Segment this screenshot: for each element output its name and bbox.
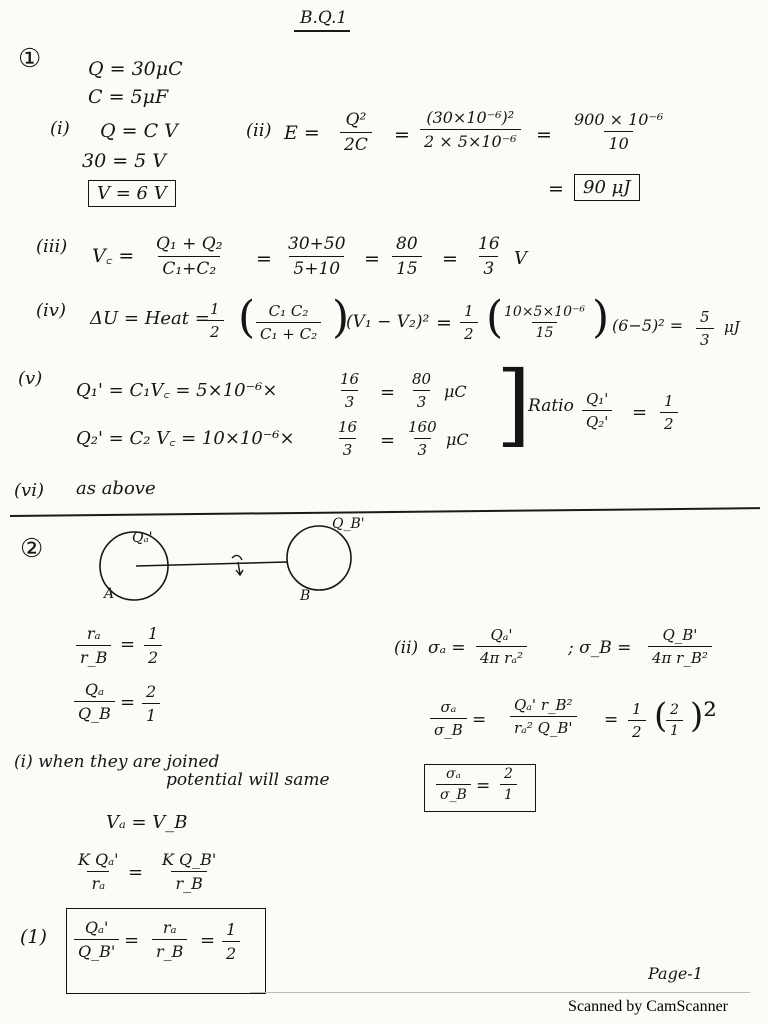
pot-r-den: r_B <box>171 871 206 893</box>
equals-sign: = <box>124 930 140 951</box>
vc-fraction-1 <box>152 234 227 279</box>
equals-sign: = <box>256 248 272 270</box>
paren-close: ) <box>332 292 350 343</box>
part-i-statement-2: potential will same <box>166 770 330 790</box>
potential-rhs <box>158 850 220 893</box>
ratio-value <box>660 392 678 433</box>
energy-fraction-2 <box>420 108 521 151</box>
ans1-l-num: Qₐ' <box>84 918 109 937</box>
potential-lhs <box>74 850 123 893</box>
part-iv-label: (iv) <box>36 300 66 321</box>
vc-f1-num: Q₁ + Q₂ <box>156 234 223 254</box>
equals-sign: = <box>364 248 380 270</box>
q2p-f2-den: 3 <box>414 438 432 459</box>
vc-fraction-2 <box>284 234 350 279</box>
heat-cc-num: C₁ C₂ <box>268 302 309 320</box>
equals-sign: = <box>120 634 136 655</box>
ans1-m-num: rₐ <box>162 918 177 937</box>
ratio-val-den: 2 <box>660 412 678 433</box>
paren-open: ( <box>486 292 504 343</box>
vc-f2-num: 30+50 <box>288 234 346 254</box>
qr-lhs-den: Q_B <box>74 701 115 723</box>
pot-r-num: K Q_B' <box>162 850 217 869</box>
radius-ratio-rhs <box>144 624 162 667</box>
radius-ratio-lhs <box>76 624 111 667</box>
q2-part-ii-label: (ii) <box>394 638 419 658</box>
vc-unit: V <box>514 248 527 269</box>
part-v-line1: Q₁' = C₁V꜀ = 5×10⁻⁶× <box>76 380 278 401</box>
heat-res-num: 5 <box>700 308 710 326</box>
part-i-label: (i) <box>50 118 70 139</box>
sigma-ratio-power <box>666 702 683 739</box>
connecting-wire <box>136 562 287 566</box>
ratio-den: Q₂' <box>582 410 612 431</box>
heat-half2-den: 2 <box>460 322 478 343</box>
equals-sign: = <box>200 930 216 951</box>
sr-m-den: rₐ² Q_B' <box>510 716 577 737</box>
energy-f3-num: 900 × 10⁻⁶ <box>574 110 664 129</box>
ratio-num: Q₁' <box>586 390 609 408</box>
potential-equality: Vₐ = V_B <box>106 812 188 833</box>
sr-p-num: 2 <box>670 702 679 718</box>
spheres-diagram <box>74 518 374 608</box>
qr-num: 2 <box>146 682 157 701</box>
paren-close: ) <box>592 292 610 343</box>
answer-1-lhs <box>74 918 119 961</box>
heat-half-2 <box>460 302 478 343</box>
energy-fraction-1 <box>340 110 372 155</box>
equals-sign: = <box>476 776 491 796</box>
q2-prime-unit: μC <box>446 430 469 449</box>
sa-num: Qₐ' <box>490 626 513 644</box>
heat-voltage-diff: (V₁ − V₂)² <box>346 312 430 332</box>
part-v-line2: Q₂' = C₂ V꜀ = 10×10⁻⁶× <box>76 428 295 449</box>
title-underline <box>294 30 350 32</box>
heat-half-den: 2 <box>206 320 224 341</box>
vc-f3-den: 15 <box>392 256 422 279</box>
part-iii-label: (iii) <box>36 236 68 257</box>
q2p-f1-num: 16 <box>338 418 358 436</box>
heat-half2-num: 1 <box>464 302 474 320</box>
label-qb-prime: Q_B' <box>332 516 365 532</box>
sigma-a-lhs: σₐ = <box>428 638 466 658</box>
q2-prime-result <box>404 418 441 459</box>
sr-p-den: 1 <box>666 720 683 739</box>
equals-sign: = <box>436 312 452 334</box>
q2p-f2-num: 160 <box>408 418 437 436</box>
vc-f3-num: 80 <box>396 234 418 254</box>
part-i-answer: V = 6 V <box>88 180 176 207</box>
sr-m-num: Qₐ' r_B² <box>514 696 573 714</box>
q2-prime-fraction <box>334 418 361 459</box>
ans2-l-num: σₐ <box>446 766 461 782</box>
energy-f1-den: 2C <box>340 132 372 155</box>
part-v-label: (v) <box>18 368 43 389</box>
pot-l-num: K Qₐ' <box>78 850 119 869</box>
rr-den: 2 <box>144 645 162 667</box>
heat-tail: (6−5)² = <box>612 316 684 335</box>
answer-1-rhs <box>222 920 240 963</box>
equals-sign: = <box>536 124 552 146</box>
energy-fraction-3 <box>570 110 667 153</box>
equals-sign: = <box>472 710 487 730</box>
ratio-fraction <box>582 390 612 431</box>
part-iv-lhs: ΔU = Heat = <box>90 308 210 329</box>
switch-mark <box>232 555 243 575</box>
energy-f2-den: 2 × 5×10⁻⁶ <box>420 129 521 151</box>
part-ii-lhs: E = <box>284 122 320 144</box>
equals-sign: = <box>442 248 458 270</box>
ans1-r-den: 2 <box>222 941 240 963</box>
heat-f2-den: 15 <box>532 322 558 341</box>
ratio-label: Ratio <box>528 396 574 416</box>
pot-l-den: rₐ <box>87 871 109 893</box>
q1p-f2-den: 3 <box>413 390 431 411</box>
heat-f2-num: 10×5×10⁻⁶ <box>504 304 585 320</box>
sr-h-num: 1 <box>632 700 642 718</box>
answer-1-label: (1) <box>20 926 47 948</box>
given-charge: Q = 30μC <box>88 58 183 80</box>
q1p-f1-num: 16 <box>340 370 360 388</box>
rr-lhs-den: r_B <box>76 645 111 667</box>
sigma-b-lhs: ; σ_B = <box>568 638 632 658</box>
answer-2-lhs <box>436 766 471 803</box>
heat-half-num: 1 <box>210 300 220 318</box>
ans2-r-den: 1 <box>500 784 517 803</box>
q1-prime-unit: μC <box>444 382 467 401</box>
part-vi-label: (vi) <box>14 480 44 501</box>
ans2-l-den: σ_B <box>436 784 471 803</box>
bracket-close: ] <box>496 352 532 457</box>
part-i-line1: Q = C V <box>100 120 178 142</box>
heat-fraction-2 <box>500 304 589 341</box>
heat-cc-den: C₁ + C₂ <box>256 322 321 343</box>
sigma-ratio-mid <box>510 696 577 737</box>
part-iii-lhs: V꜀ = <box>92 245 135 267</box>
q1p-f2-num: 80 <box>412 370 432 388</box>
heat-cc-fraction <box>256 302 321 343</box>
q1-prime-fraction <box>336 370 363 411</box>
heat-unit: μJ <box>724 318 740 336</box>
scanner-watermark: Scanned by CamScanner <box>568 998 728 1015</box>
sa-den: 4π rₐ² <box>476 646 527 667</box>
page-number: Page-1 <box>648 964 703 983</box>
sigma-b-fraction <box>648 626 712 667</box>
vc-fraction-4 <box>474 234 504 279</box>
ans2-r-num: 2 <box>504 766 513 782</box>
part-vi-text: as above <box>76 478 156 499</box>
label-qa-prime: Qₐ' <box>132 530 153 546</box>
question-1-number: ① <box>18 44 42 74</box>
vc-f1-den: C₁+C₂ <box>158 256 220 279</box>
ans1-r-num: 1 <box>226 920 237 939</box>
vc-f4-num: 16 <box>478 234 500 254</box>
sb-num: Q_B' <box>662 626 698 644</box>
answer-1-mid <box>152 918 187 961</box>
page-title: B.Q.1 <box>300 8 348 28</box>
equals-sign: = <box>632 402 648 423</box>
sr-h-den: 2 <box>628 720 646 741</box>
sr-l-den: σ_B <box>430 718 467 739</box>
given-capacitance: C = 5μF <box>88 86 169 108</box>
vc-f2-den: 5+10 <box>289 256 344 279</box>
rr-lhs-num: rₐ <box>86 624 101 643</box>
q2p-f1-den: 3 <box>339 438 357 459</box>
vc-fraction-3 <box>392 234 422 279</box>
answer-2-rhs <box>500 766 517 803</box>
heat-res-den: 3 <box>696 328 714 349</box>
ratio-val-num: 1 <box>664 392 674 410</box>
heat-result <box>696 308 714 349</box>
equals-sign: = <box>120 692 136 713</box>
heat-half <box>206 300 224 341</box>
equals-sign: = <box>380 382 396 403</box>
qr-den: 1 <box>142 703 160 725</box>
charge-ratio-rhs <box>142 682 160 725</box>
part-i-line2: 30 = 5 V <box>82 150 167 172</box>
ans1-l-den: Q_B' <box>74 939 119 961</box>
footer-rule <box>250 992 750 993</box>
equals-sign: = <box>548 178 564 200</box>
paren-close: )² <box>690 696 717 736</box>
label-a: A <box>104 586 115 602</box>
ans1-m-den: r_B <box>152 939 187 961</box>
q1-prime-result <box>408 370 435 411</box>
section-divider <box>10 507 760 517</box>
equals-sign: = <box>380 430 396 451</box>
sr-l-num: σₐ <box>440 698 457 716</box>
vc-f4-den: 3 <box>479 256 498 279</box>
paren-open: ( <box>238 292 256 343</box>
energy-f1-num: Q² <box>345 110 367 130</box>
sphere-b <box>287 526 351 590</box>
part-ii-label: (ii) <box>246 120 272 141</box>
qr-lhs-num: Qₐ <box>84 680 104 699</box>
part-ii-answer: 90 μJ <box>574 174 640 201</box>
sigma-ratio-lhs <box>430 698 467 739</box>
label-b: B <box>300 588 311 604</box>
charge-ratio-lhs <box>74 680 115 723</box>
sigma-ratio-half <box>628 700 646 741</box>
equals-sign: = <box>128 862 144 883</box>
question-2-number: ② <box>20 534 44 564</box>
equals-sign: = <box>604 710 619 730</box>
energy-f3-den: 10 <box>604 131 632 153</box>
part-i-statement-1: (i) when they are joined <box>14 752 220 772</box>
rr-num: 1 <box>148 624 159 643</box>
sb-den: 4π r_B² <box>648 646 712 667</box>
sigma-a-fraction <box>476 626 527 667</box>
q1p-f1-den: 3 <box>341 390 359 411</box>
paren-open: ( <box>654 696 668 736</box>
energy-f2-num: (30×10⁻⁶)² <box>426 108 515 127</box>
equals-sign: = <box>394 124 410 146</box>
